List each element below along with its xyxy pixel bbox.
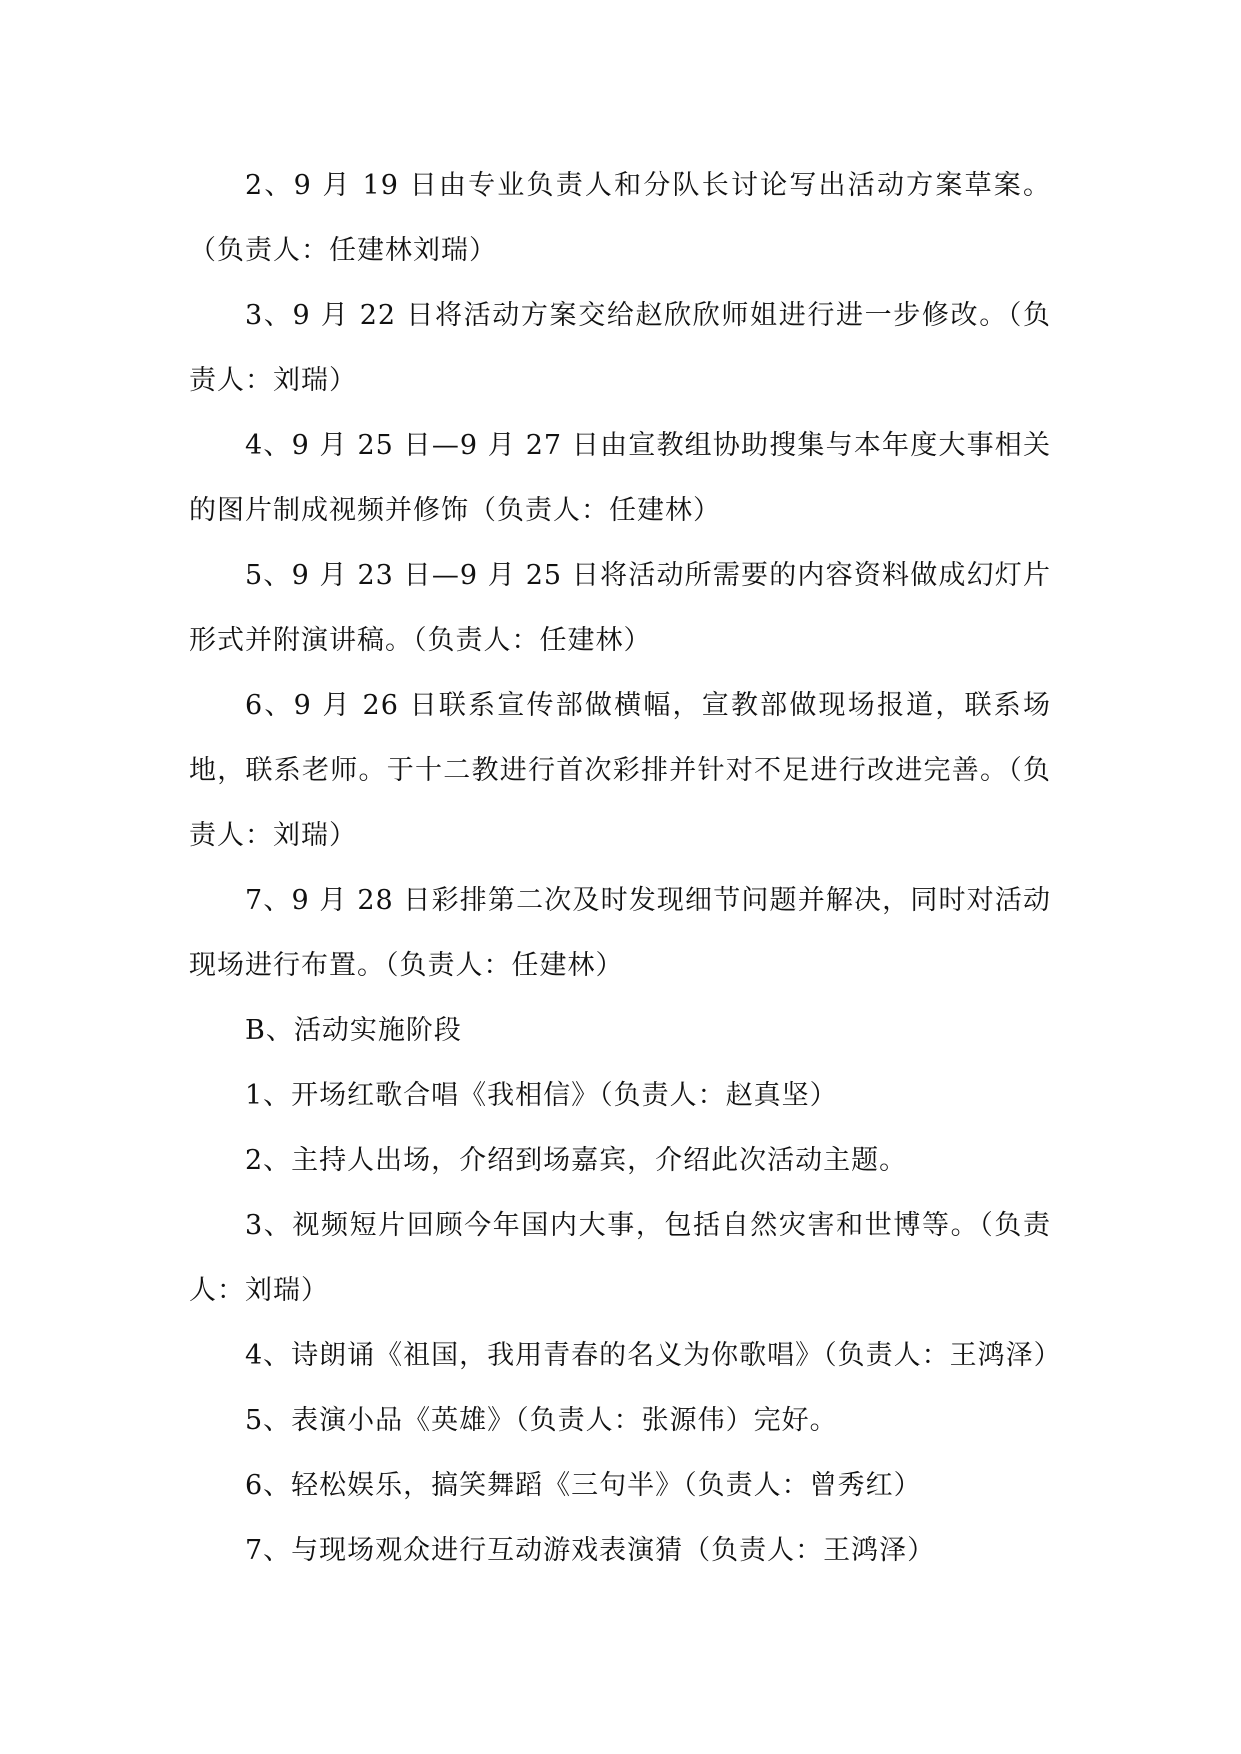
paragraph-impl-step-5: 5、表演小品《英雄》（负责人：张源伟）完好。	[245, 1405, 838, 1436]
paragraph-prep-step-7: 7、9 月 28 日彩排第二次及时发现细节问题并解决，同时对活动现场进行布置。（负责人：任建林）	[189, 885, 1051, 981]
paragraph-impl-step-6: 6、轻松娱乐，搞笑舞蹈《三句半》（负责人：曾秀红）	[245, 1470, 922, 1501]
paragraph-prep-step-3: 3、9 月 22 日将活动方案交给赵欣欣师姐进行进一步修改。（负责人：刘瑞）	[189, 300, 1051, 396]
paragraph-prep-step-4: 4、9 月 25 日—9 月 27 日由宣教组协助搜集与本年度大事相关的图片制成视频并修饰（负责人：任建林）	[189, 430, 1051, 526]
paragraph-prep-step-6: 6、9 月 26 日联系宣传部做横幅，宣教部做现场报道，联系场地，联系老师。于十二教进行首次彩排并针对不足进行改进完善。（负责人：刘瑞）	[189, 690, 1051, 851]
paragraph-impl-step-7: 7、与现场观众进行互动游戏表演猜（负责人：王鸿泽）	[245, 1535, 936, 1566]
paragraph-impl-step-1: 1、开场红歌合唱《我相信》（负责人：赵真坚）	[245, 1080, 838, 1111]
paragraph-prep-step-2: 2、9 月 19 日由专业负责人和分队长讨论写出活动方案草案。（负责人：任建林刘瑞）	[189, 170, 1051, 266]
section-heading-implementation: B、活动实施阶段	[245, 1015, 462, 1046]
document-body	[189, 153, 1062, 1583]
paragraph-prep-step-5: 5、9 月 23 日—9 月 25 日将活动所需要的内容资料做成幻灯片形式并附演讲稿。（负责人：任建林）	[189, 560, 1051, 656]
paragraph-impl-step-2: 2、主持人出场，介绍到场嘉宾，介绍此次活动主题。	[245, 1145, 908, 1176]
paragraph-impl-step-4: 4、诗朗诵《祖国，我用青春的名义为你歌唱》（负责人：王鸿泽）	[245, 1340, 1062, 1371]
paragraph-impl-step-3: 3、视频短片回顾今年国内大事，包括自然灾害和世博等。（负责人：刘瑞）	[189, 1210, 1051, 1306]
